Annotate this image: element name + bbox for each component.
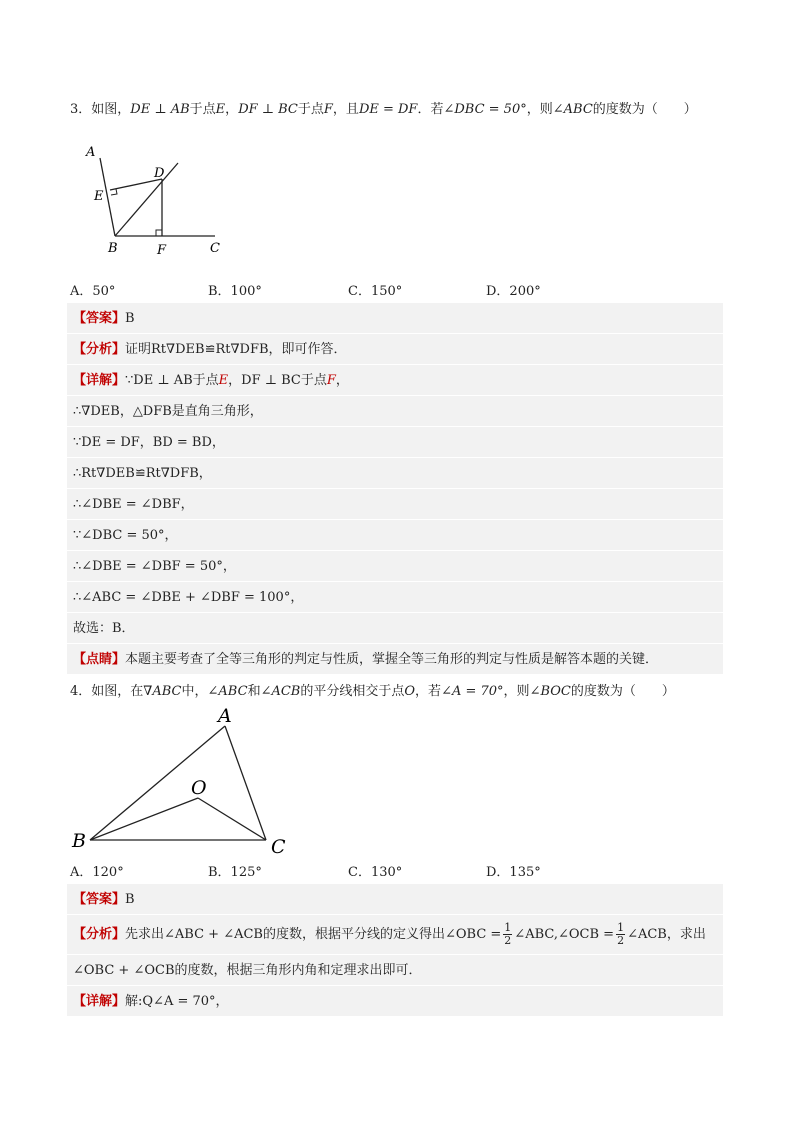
q3-detail-line: ∵DE = DF，BD = BD， xyxy=(67,427,723,458)
q3-detail-line: ∴∠DBE = ∠DBF = 50°， xyxy=(67,551,723,582)
q4-label-o: O xyxy=(191,777,207,799)
q3-math-de-eq-df: DE = DF xyxy=(358,102,418,117)
q3-detail-first: ∵DE ⊥ AB于点 xyxy=(125,373,219,388)
q4-option-c[interactable]: C．130° xyxy=(348,865,403,880)
answer-tag: 【答案】 xyxy=(73,892,126,907)
q3-label-c: C xyxy=(210,241,220,256)
q3-stem-text: 的度数为（ ） xyxy=(592,102,697,117)
q3-math-df-perp-bc: DF ⊥ BC xyxy=(238,102,298,117)
detail-tag: 【详解】 xyxy=(73,373,126,388)
q4-solution-panel xyxy=(67,884,723,1017)
q3-point-e: E xyxy=(215,102,226,117)
q4-stem-text: 中， xyxy=(181,684,208,699)
q3-point-f: F xyxy=(323,102,333,117)
q3-detail-line: ∴Rt∇DEB≌Rt∇DFB， xyxy=(67,458,723,489)
q3-options xyxy=(70,280,730,300)
q3-stem-text: ，则 xyxy=(526,102,553,117)
q4-stem-text: 和 xyxy=(247,684,261,699)
q3-detail-first: ，DF ⊥ BC于点 xyxy=(228,373,327,388)
q4-math-angle-boc: ∠BOC xyxy=(529,684,571,699)
q3-solution-panel xyxy=(67,303,723,675)
q3-stem-text: ， xyxy=(225,102,239,117)
q3-math-de-perp-ab: DE ⊥ AB xyxy=(130,102,190,117)
q4-detail-text: 解:Q∠A = 70°， xyxy=(125,994,229,1009)
detail-tag: 【详解】 xyxy=(73,994,126,1009)
q3-figure xyxy=(80,138,240,263)
q3-label-e: E xyxy=(94,189,104,204)
q3-detail-point-e: E xyxy=(218,373,229,388)
q3-answer-row xyxy=(67,303,723,334)
q4-math-angle-acb: ∠ACB xyxy=(260,684,301,699)
q3-detail-first: ， xyxy=(335,373,349,388)
q3-option-b[interactable]: B．100° xyxy=(208,284,262,299)
q4-math-angle-a: ∠A = 70° xyxy=(441,684,504,699)
q4-number: 4． xyxy=(70,684,92,699)
q4-stem-text: ，若 xyxy=(415,684,442,699)
q4-label-b: B xyxy=(72,830,86,852)
q3-math-angle-abc: ∠ABC xyxy=(552,102,593,117)
q4-analysis-text: ∠ACB，求出 xyxy=(627,927,706,942)
q4-stem-text: 的度数为（ ） xyxy=(570,684,675,699)
fraction-denominator: 2 xyxy=(617,934,625,947)
q3-detail-line: ∴∠DBE = ∠DBF， xyxy=(67,489,723,520)
q3-label-b: B xyxy=(108,241,118,256)
q3-stem-text: 于点 xyxy=(189,102,216,117)
q4-analysis-text: 先求出∠ABC + ∠ACB的度数，根据平分线的定义得出∠OBC = xyxy=(125,927,502,942)
q3-label-f: F xyxy=(157,243,167,258)
q3-detail-row xyxy=(67,365,723,396)
q4-option-b[interactable]: B．125° xyxy=(208,865,262,880)
q3-number: 3． xyxy=(70,102,92,117)
answer-tag: 【答案】 xyxy=(73,311,126,326)
q4-point-o: O xyxy=(404,684,416,699)
q3-math-angle-dbc: ∠DBC = 50° xyxy=(443,102,527,117)
q4-figure xyxy=(70,700,310,860)
comment-tag: 【点睛】 xyxy=(73,652,126,667)
q3-label-d: D xyxy=(154,166,165,181)
analysis-tag: 【分析】 xyxy=(73,342,126,357)
q4-options xyxy=(70,861,730,881)
analysis-tag: 【分析】 xyxy=(73,927,126,942)
q3-detail-line: ∴∠ABC = ∠DBE + ∠DBF = 100°， xyxy=(67,582,723,613)
q3-stem-text: 如图， xyxy=(91,102,131,117)
q3-option-d[interactable]: D．200° xyxy=(486,284,541,299)
q3-stem-text: ，且 xyxy=(332,102,359,117)
q3-comment-row xyxy=(67,644,723,675)
q3-analysis-row xyxy=(67,334,723,365)
q4-answer-value: B xyxy=(125,892,135,907)
half-fraction xyxy=(503,922,512,947)
q3-stem-text: 于点 xyxy=(297,102,324,117)
q3-label-a: A xyxy=(86,145,96,160)
q3-detail-line: ∵∠DBC = 50°， xyxy=(67,520,723,551)
q4-option-a[interactable]: A．120° xyxy=(70,865,124,880)
q4-detail-row xyxy=(67,986,723,1017)
q3-detail-line: 故选：B． xyxy=(67,613,723,644)
q4-stem xyxy=(70,682,675,702)
q4-label-a: A xyxy=(218,705,232,727)
q4-answer-row xyxy=(67,884,723,915)
q3-answer-value: B xyxy=(125,311,135,326)
q3-comment-text: 本题主要考查了全等三角形的判定与性质，掌握全等三角形的判定与性质是解答本题的关键． xyxy=(125,652,659,667)
half-fraction xyxy=(616,922,625,947)
q4-label-c: C xyxy=(271,836,286,858)
q4-math-angle-abc: ∠ABC xyxy=(207,684,248,699)
q4-analysis-text: ∠ABC,∠OCB = xyxy=(514,927,615,942)
fraction-numerator: 1 xyxy=(617,921,625,934)
fraction-denominator: 2 xyxy=(504,934,512,947)
q4-stem-text: 如图，在 xyxy=(91,684,144,699)
q3-detail-point-f: F xyxy=(326,373,336,388)
q3-option-c[interactable]: C．150° xyxy=(348,284,403,299)
q3-detail-line: ∴∇DEB，△DFB是直角三角形， xyxy=(67,396,723,427)
q4-analysis-row xyxy=(67,915,723,955)
q3-analysis-text: 证明Rt∇DEB≌Rt∇DFB，即可作答． xyxy=(125,342,347,357)
q4-stem-text: 的平分线相交于点 xyxy=(300,684,405,699)
q3-stem-text: ．若 xyxy=(417,102,444,117)
q4-analysis-line2: ∠OBC + ∠OCB的度数，根据三角形内角和定理求出即可． xyxy=(67,955,723,986)
q3-option-a[interactable]: A．50° xyxy=(70,284,116,299)
q4-stem-text: ，则 xyxy=(503,684,530,699)
q4-math-triangle-abc: ∇ABC xyxy=(143,684,182,699)
q3-stem xyxy=(70,100,697,120)
fraction-numerator: 1 xyxy=(504,921,512,934)
q4-option-d[interactable]: D．135° xyxy=(486,865,541,880)
